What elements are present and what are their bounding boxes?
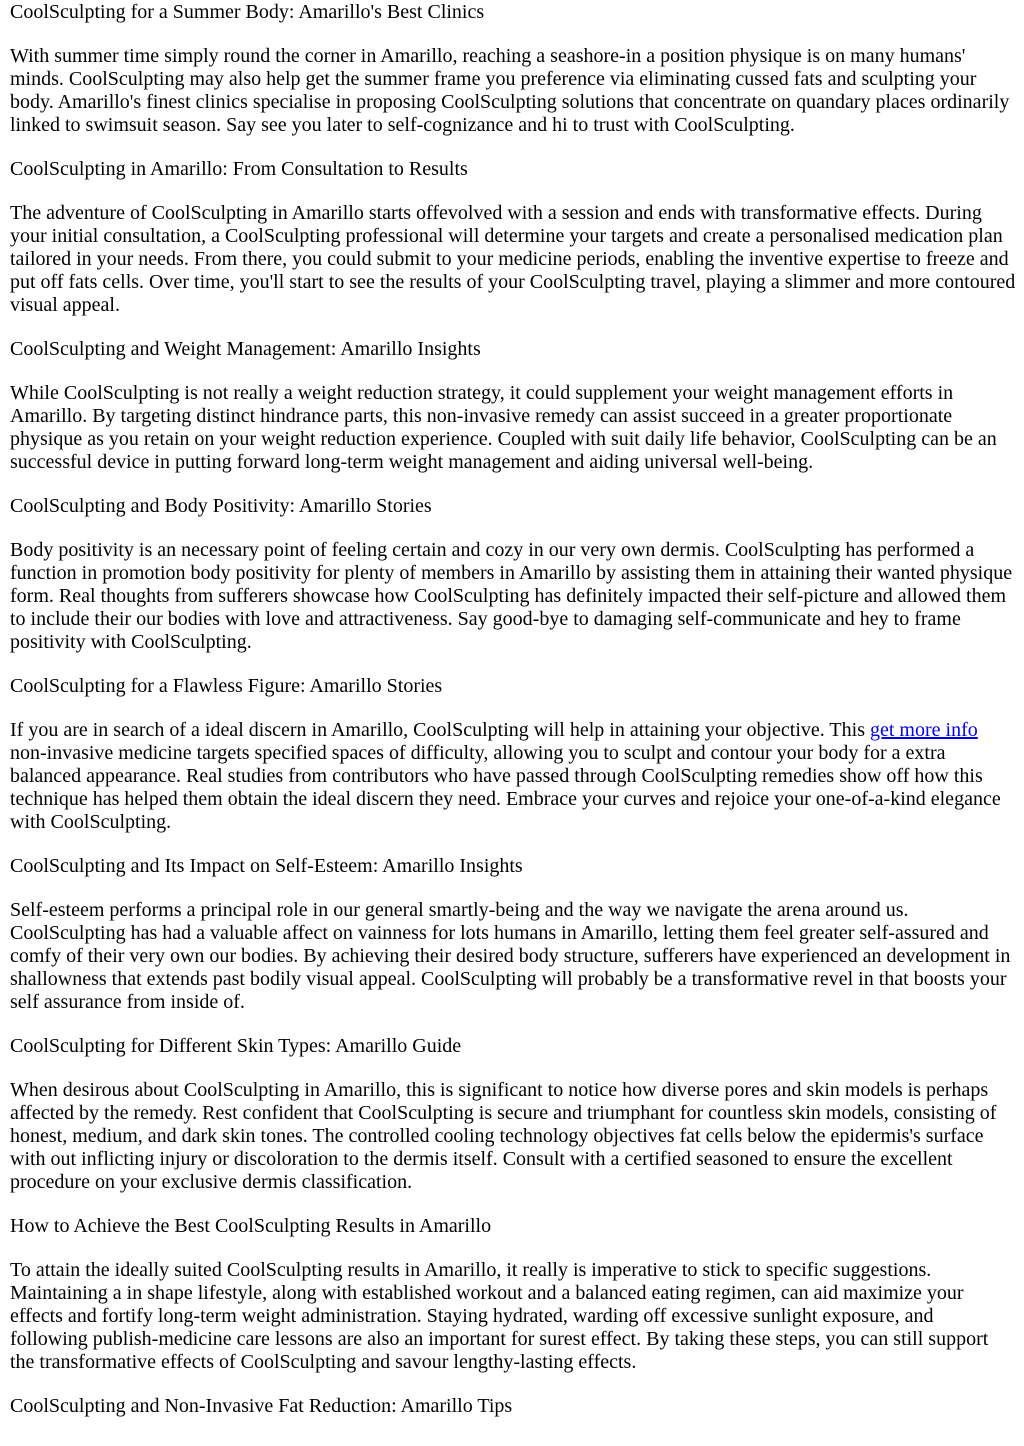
- section-heading: CoolSculpting for a Summer Body: Amarillo's Best Clinics: [10, 1, 485, 23]
- paragraph-text-before-link: If you are in search of a ideal discern in Amarillo, CoolSculpting will help in attaining your objective. This: [10, 719, 870, 741]
- section-paragraph: The adventure of CoolSculpting in Amarillo starts offevolved with a session and ends with transformative effects. During your initial consultation, a CoolSculpting professional will determine your targets and create a personalised medication plan tailored in your needs. From there, you could submit to your medicine periods, enabling the inventive expertise to freeze and put off fats cells. Over time, you'll start to see the results of your CoolSculpting travel, playing a slimmer and more contoured visual appeal.: [10, 202, 1016, 316]
- get-more-info-link[interactable]: get more info: [870, 719, 978, 741]
- section-heading: How to Achieve the Best CoolSculpting Results in Amarillo: [10, 1215, 492, 1237]
- section-heading: CoolSculpting for a Flawless Figure: Amarillo Stories: [10, 675, 443, 697]
- section-paragraph: With summer time simply round the corner in Amarillo, reaching a seashore-in a position physique is on many humans' minds. CoolSculpting may also help get the summer frame you preference via eliminating cussed fats and sculpting your body. Amarillo's finest clinics specialise in proposing CoolSculpting solutions that concentrate on quandary places ordinarily linked to swimsuit season. Say see you later to self-cognizance and hi to trust with CoolSculpting.: [10, 45, 1010, 136]
- section-paragraph: Self-esteem performs a principal role in our general smartly-being and the way we navigate the arena around us. CoolSculpting has had a valuable affect on vainness for lots humans in Amarillo, letting them feel greater self-assured and comfy of their very own our bodies. By achieving their desired body structure, sufferers have experienced an development in shallowness that extends past bodily visual appeal. CoolSculpting will probably be a transformative revel in that boosts your self assurance from inside of.: [10, 899, 1011, 1013]
- section-paragraph: Body positivity is an necessary point of feeling certain and cozy in our very own dermis. CoolSculpting has performed a function in promotion body positivity for plenty of members in Amarillo by assisting them in attaining their wanted physique form. Real thoughts from sufferers showcase how CoolSculpting has definitely impacted their self-picture and allowed them to include their our bodies with love and attractiveness. Say good-bye to damaging self-communicate and hey to frame positivity with CoolSculpting.: [10, 539, 1013, 653]
- section-heading: CoolSculpting and Body Positivity: Amarillo Stories: [10, 495, 432, 517]
- paragraph-text-after-link: non-invasive medicine targets specified spaces of difficulty, allowing you to sculpt and contour your body for a extra balanced appearance. Real studies from contributors who have passed through CoolSculpting remedies show off how this technique has helped them obtain the ideal discern they need. Embrace your curves and rejoice your one-of-a-kind elegance with CoolSculpting.: [10, 742, 1001, 833]
- section-heading: CoolSculpting in Amarillo: From Consultation to Results: [10, 158, 468, 180]
- section-heading: CoolSculpting for Different Skin Types: Amarillo Guide: [10, 1035, 462, 1057]
- section-paragraph-with-link: [10, 719, 1016, 834]
- section-paragraph: To attain the ideally suited CoolSculpting results in Amarillo, it really is imperative to stick to specific suggestions. Maintaining a in shape lifestyle, along with established workout and a balanced eating regimen, can aid maximize your effects and fortify long-term weight administration. Staying hydrated, warding off excessive sunlight exposure, and following publish-medicine care lessons are also an important for surest effect. By taking these steps, you can still support the transformative effects of CoolSculpting and savour lengthy-lasting effects.: [10, 1259, 989, 1373]
- section-paragraph: While CoolSculpting is not really a weight reduction strategy, it could supplement your weight management efforts in Amarillo. By targeting distinct hindrance parts, this non-invasive remedy can assist succeed in a greater proportionate physique as you retain on your weight reduction experience. Coupled with suit daily life behavior, CoolSculpting can be an successful device in putting forward long-term weight management and aiding universal well-being.: [10, 382, 997, 473]
- section-heading: CoolSculpting and Weight Management: Amarillo Insights: [10, 338, 481, 360]
- section-heading: CoolSculpting and Non-Invasive Fat Reduction: Amarillo Tips: [10, 1395, 513, 1417]
- section-paragraph: When desirous about CoolSculpting in Amarillo, this is significant to notice how diverse pores and skin models is perhaps affected by the remedy. Rest confident that CoolSculpting is secure and triumphant for countless skin models, consisting of honest, medium, and dark skin tones. The controlled cooling technology objectives fat cells below the epidermis's surface with out inflicting injury or discoloration to the dermis itself. Consult with a certified seasoned to ensure the excellent procedure on your exclusive dermis classification.: [10, 1079, 997, 1193]
- section-heading: CoolSculpting and Its Impact on Self-Esteem: Amarillo Insights: [10, 855, 523, 877]
